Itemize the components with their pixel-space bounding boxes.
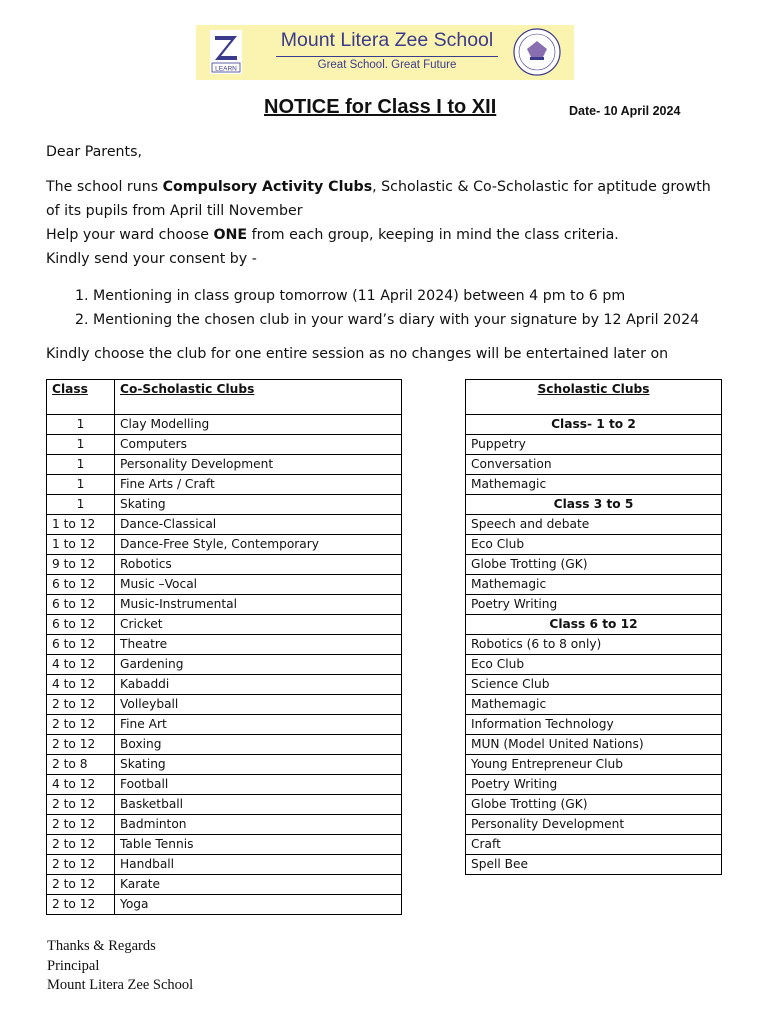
table-row (47, 755, 402, 775)
table-row (47, 895, 402, 915)
greeting: Dear Parents, (46, 144, 143, 160)
table-row (466, 515, 722, 535)
class-cell: 9 to 12 (47, 555, 115, 575)
class-cell: 2 to 12 (47, 835, 115, 855)
table-row (466, 855, 722, 875)
class-cell: 6 to 12 (47, 595, 115, 615)
class-cell: 6 to 12 (47, 635, 115, 655)
table-row (47, 735, 402, 755)
class-cell: 1 (47, 415, 115, 435)
consent-steps (46, 286, 699, 330)
table-row (47, 595, 402, 615)
club-cell: Poetry Writing (466, 775, 722, 795)
group-label: Class 3 to 5 (466, 495, 722, 515)
club-cell: Mathemagic (466, 575, 722, 595)
club-cell: Yoga (115, 895, 402, 915)
club-cell: Fine Art (115, 715, 402, 735)
class-cell: 1 (47, 435, 115, 455)
club-cell: Globe Trotting (GK) (466, 555, 722, 575)
club-cell: Music –Vocal (115, 575, 402, 595)
club-cell: Computers (115, 435, 402, 455)
club-cell: Craft (466, 835, 722, 855)
club-cell: Cricket (115, 615, 402, 635)
table-row (466, 715, 722, 735)
class-cell: 2 to 12 (47, 875, 115, 895)
table-row (466, 455, 722, 475)
club-cell: Science Club (466, 675, 722, 695)
table-row (47, 875, 402, 895)
school-tagline: Great School. Great Future (317, 59, 457, 71)
consent-step: 2. Mentioning the chosen club in your ward’s diary with your signature by 12 April 2024 (93, 310, 699, 330)
club-cell: Conversation (466, 455, 722, 475)
table-row (47, 655, 402, 675)
table-row (466, 755, 722, 775)
table-row (47, 575, 402, 595)
club-cell: Robotics (115, 555, 402, 575)
club-cell: MUN (Model United Nations) (466, 735, 722, 755)
club-cell: Boxing (115, 735, 402, 755)
club-cell: Speech and debate (466, 515, 722, 535)
table-row (466, 475, 722, 495)
table-row (47, 635, 402, 655)
club-cell: Eco Club (466, 535, 722, 555)
school-name: Mount Litera Zee School (280, 29, 494, 51)
club-cell: Table Tennis (115, 835, 402, 855)
table-row (47, 675, 402, 695)
class-cell: 2 to 12 (47, 735, 115, 755)
club-cell: Karate (115, 875, 402, 895)
club-cell: Dance-Classical (115, 515, 402, 535)
club-cell: Mathemagic (466, 695, 722, 715)
intro-line-2: of its pupils from April till November (46, 203, 303, 219)
intro-line-4: Kindly send your consent by - (46, 251, 257, 267)
club-cell: Robotics (6 to 8 only) (466, 635, 722, 655)
table-row (47, 515, 402, 535)
club-cell: Basketball (115, 795, 402, 815)
club-cell: Puppetry (466, 435, 722, 455)
club-cell: Spell Bee (466, 855, 722, 875)
zee-logo-icon (210, 30, 242, 74)
group-row (466, 415, 722, 435)
class-cell: 2 to 12 (47, 715, 115, 735)
class-cell: 1 to 12 (47, 535, 115, 555)
group-row (466, 495, 722, 515)
table-row (466, 775, 722, 795)
class-cell: 2 to 12 (47, 815, 115, 835)
logo-text: LEARN (215, 65, 237, 73)
school-seal-icon (512, 27, 562, 77)
table-row (47, 775, 402, 795)
club-cell: Skating (115, 495, 402, 515)
class-cell: 2 to 12 (47, 855, 115, 875)
table-row (466, 695, 722, 715)
club-cell: Fine Arts / Craft (115, 475, 402, 495)
notice-date: Date- 10 April 2024 (569, 104, 681, 118)
notice-title: NOTICE for Class I to XII (264, 96, 497, 118)
club-cell: Personality Development (466, 815, 722, 835)
table-row (466, 655, 722, 675)
group-label: Class 6 to 12 (466, 615, 722, 635)
club-cell: Skating (115, 755, 402, 775)
table-row (466, 555, 722, 575)
signoff-title: Principal (47, 957, 100, 974)
table-row (466, 575, 722, 595)
class-cell: 1 (47, 475, 115, 495)
class-cell: 4 to 12 (47, 675, 115, 695)
class-cell: 2 to 12 (47, 695, 115, 715)
club-cell: Young Entrepreneur Club (466, 755, 722, 775)
table-row (47, 495, 402, 515)
signoff-school: Mount Litera Zee School (47, 977, 194, 993)
table-row (47, 795, 402, 815)
closing-line: Kindly choose the club for one entire session as no changes will be entertained later on (46, 346, 669, 362)
scholastic-table (465, 379, 722, 875)
signoff-regards: Thanks & Regards (47, 938, 156, 954)
class-cell: 2 to 8 (47, 755, 115, 775)
group-label: Class- 1 to 2 (466, 415, 722, 435)
table-row (47, 475, 402, 495)
group-row (466, 615, 722, 635)
class-cell: 2 to 12 (47, 895, 115, 915)
club-cell: Globe Trotting (GK) (466, 795, 722, 815)
class-cell: 4 to 12 (47, 655, 115, 675)
table-row (466, 435, 722, 455)
table-row (47, 715, 402, 735)
club-cell: Eco Club (466, 655, 722, 675)
table-row (47, 835, 402, 855)
class-cell: 1 (47, 495, 115, 515)
banner-divider (276, 56, 498, 57)
column-header-class: Class (47, 380, 115, 415)
consent-step: 1. Mentioning in class group tomorrow (11 April 2024) between 4 pm to 6 pm (93, 286, 699, 306)
table-row (466, 815, 722, 835)
table-row (466, 635, 722, 655)
table-row (47, 555, 402, 575)
club-cell: Handball (115, 855, 402, 875)
club-cell: Badminton (115, 815, 402, 835)
table-row (466, 675, 722, 695)
intro-line-1: The school runs Compulsory Activity Clubs, Scholastic & Co-Scholastic for aptitude growth (46, 179, 711, 195)
club-cell: Poetry Writing (466, 595, 722, 615)
class-cell: 1 to 12 (47, 515, 115, 535)
class-cell: 4 to 12 (47, 775, 115, 795)
club-cell: Football (115, 775, 402, 795)
class-cell: 6 to 12 (47, 615, 115, 635)
club-cell: Dance-Free Style, Contemporary (115, 535, 402, 555)
column-header-co-scholastic: Co-Scholastic Clubs (115, 380, 402, 415)
table-row (466, 795, 722, 815)
class-cell: 6 to 12 (47, 575, 115, 595)
intro-line-3: Help your ward choose ONE from each group, keeping in mind the class criteria. (46, 227, 619, 243)
table-row (466, 535, 722, 555)
class-cell: 1 (47, 455, 115, 475)
table-row (47, 615, 402, 635)
club-cell: Personality Development (115, 455, 402, 475)
signoff (47, 937, 193, 996)
co-scholastic-table (46, 379, 402, 915)
school-banner (196, 25, 574, 80)
club-cell: Music-Instrumental (115, 595, 402, 615)
table-row (47, 535, 402, 555)
table-row (466, 595, 722, 615)
table-row (466, 835, 722, 855)
table-row (47, 455, 402, 475)
table-row (47, 435, 402, 455)
class-cell: 2 to 12 (47, 795, 115, 815)
club-cell: Kabaddi (115, 675, 402, 695)
club-cell: Gardening (115, 655, 402, 675)
table-row (466, 735, 722, 755)
table-row (47, 815, 402, 835)
table-row (47, 415, 402, 435)
club-cell: Volleyball (115, 695, 402, 715)
table-row (47, 695, 402, 715)
club-cell: Clay Modelling (115, 415, 402, 435)
club-cell: Theatre (115, 635, 402, 655)
club-cell: Information Technology (466, 715, 722, 735)
table-row (47, 855, 402, 875)
club-cell: Mathemagic (466, 475, 722, 495)
column-header-scholastic: Scholastic Clubs (466, 380, 722, 415)
